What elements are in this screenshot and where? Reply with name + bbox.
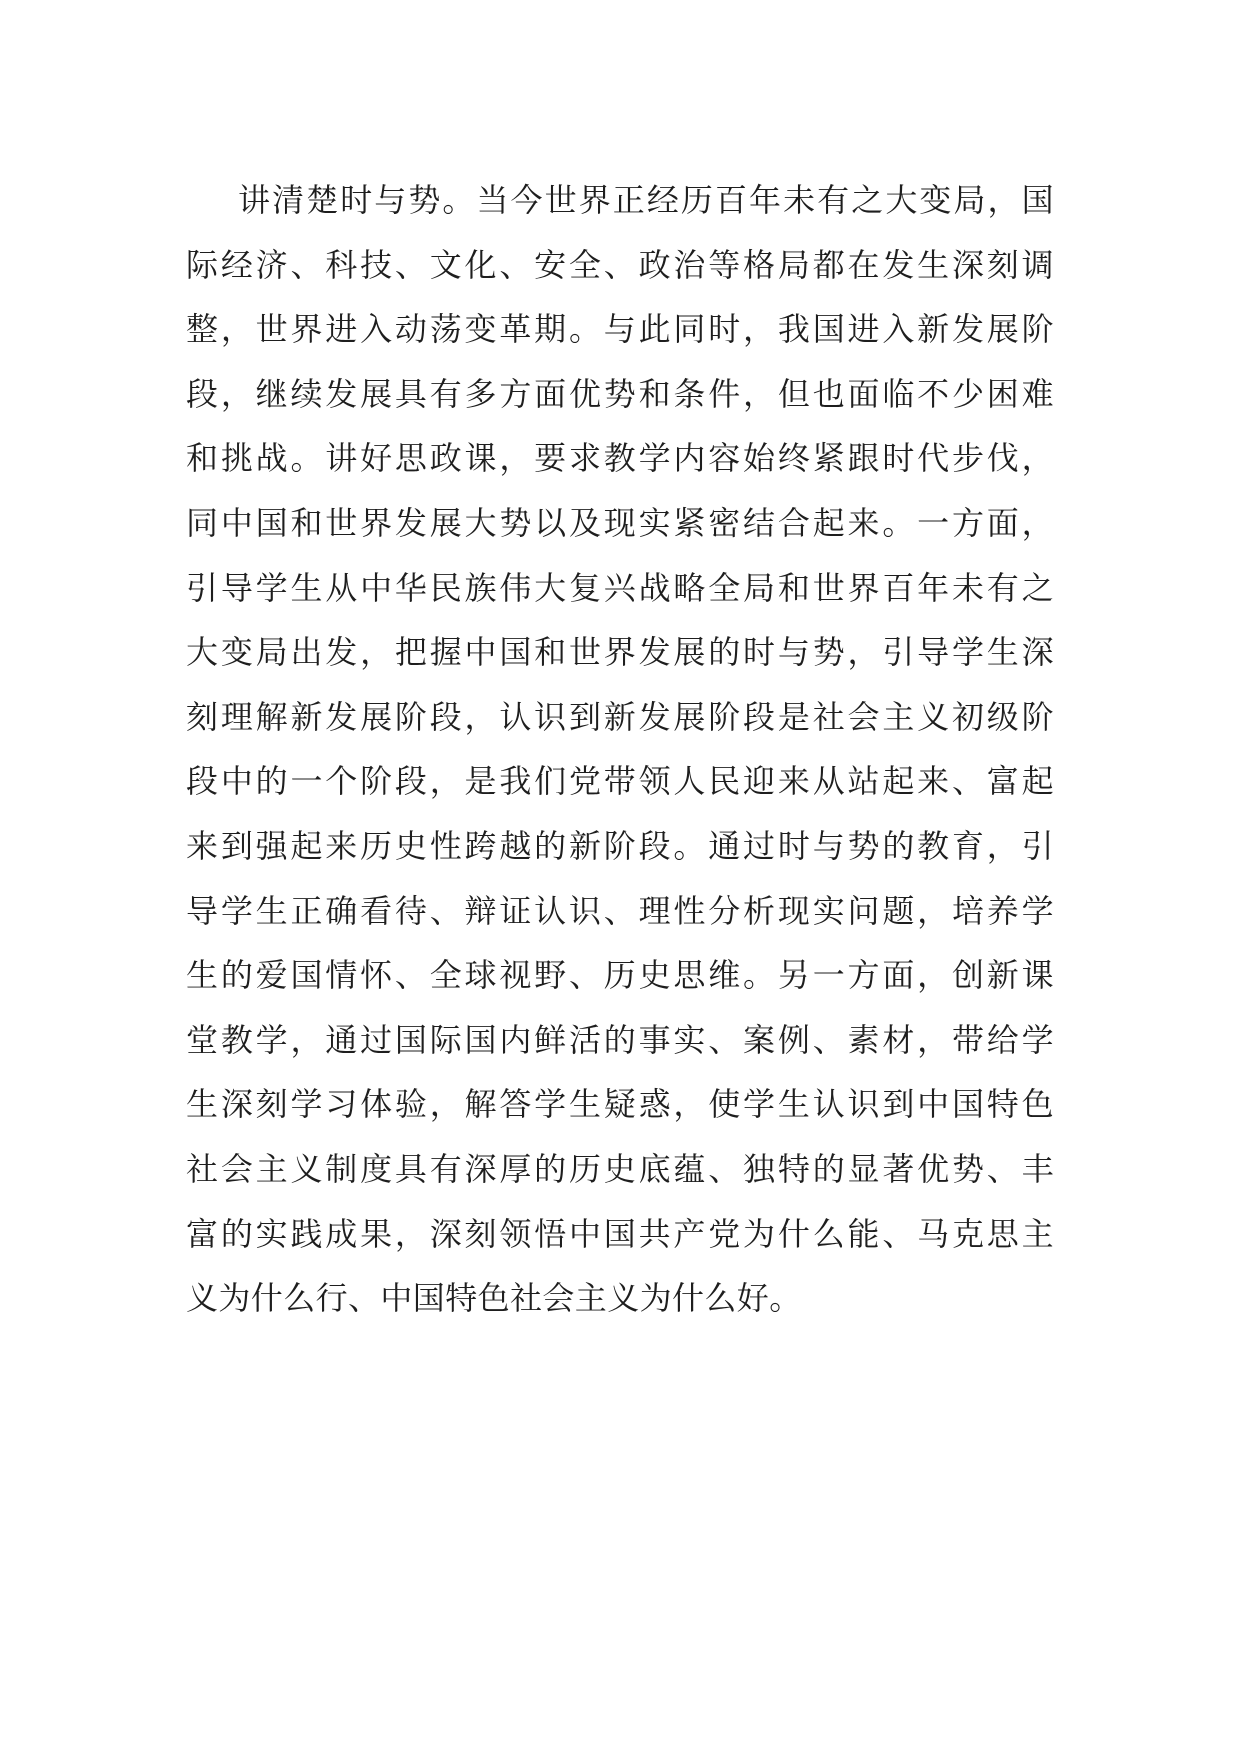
paragraph-line: 大变局出发，把握中国和世界发展的时与势，引导学生深 bbox=[186, 633, 1054, 672]
paragraph-line: 整，世界进入动荡变革期。与此同时，我国进入新发展阶 bbox=[186, 310, 1054, 349]
paragraph-line: 段，继续发展具有多方面优势和条件，但也面临不少困难 bbox=[186, 374, 1054, 413]
paragraph-line: 讲清楚时与势。当今世界正经历百年未有之大变局，国 bbox=[238, 181, 1054, 219]
paragraph-line: 同中国和世界发展大势以及现实紧密结合起来。一方面， bbox=[186, 503, 1054, 542]
paragraph-line: 和挑战。讲好思政课，要求教学内容始终紧跟时代步伐， bbox=[186, 439, 1054, 478]
paragraph-line: 生深刻学习体验，解答学生疑惑，使学生认识到中国特色 bbox=[186, 1085, 1054, 1124]
paragraph-line: 际经济、科技、文化、安全、政治等格局都在发生深刻调 bbox=[186, 245, 1054, 284]
paragraph-line: 引导学生从中华民族伟大复兴战略全局和世界百年未有之 bbox=[186, 568, 1054, 607]
paragraph-line: 堂教学，通过国际国内鲜活的事实、案例、素材，带给学 bbox=[186, 1020, 1054, 1059]
paragraph-line: 导学生正确看待、辩证认识、理性分析现实问题，培养学 bbox=[186, 891, 1054, 930]
paragraph-line: 富的实践成果，深刻领悟中国共产党为什么能、马克思主 bbox=[186, 1214, 1054, 1253]
paragraph-line: 生的爱国情怀、全球视野、历史思维。另一方面，创新课 bbox=[186, 956, 1054, 995]
paragraph-line: 来到强起来历史性跨越的新阶段。通过时与势的教育，引 bbox=[186, 826, 1054, 865]
paragraph-line: 义为什么行、中国特色社会主义为什么好。 bbox=[186, 1279, 802, 1318]
paragraph-line: 段中的一个阶段，是我们党带领人民迎来从站起来、富起 bbox=[186, 762, 1054, 801]
body-paragraph bbox=[186, 168, 1054, 1331]
paragraph-line: 社会主义制度具有深厚的历史底蕴、独特的显著优势、丰 bbox=[186, 1149, 1054, 1188]
paragraph-line: 刻理解新发展阶段，认识到新发展阶段是社会主义初级阶 bbox=[186, 697, 1054, 736]
